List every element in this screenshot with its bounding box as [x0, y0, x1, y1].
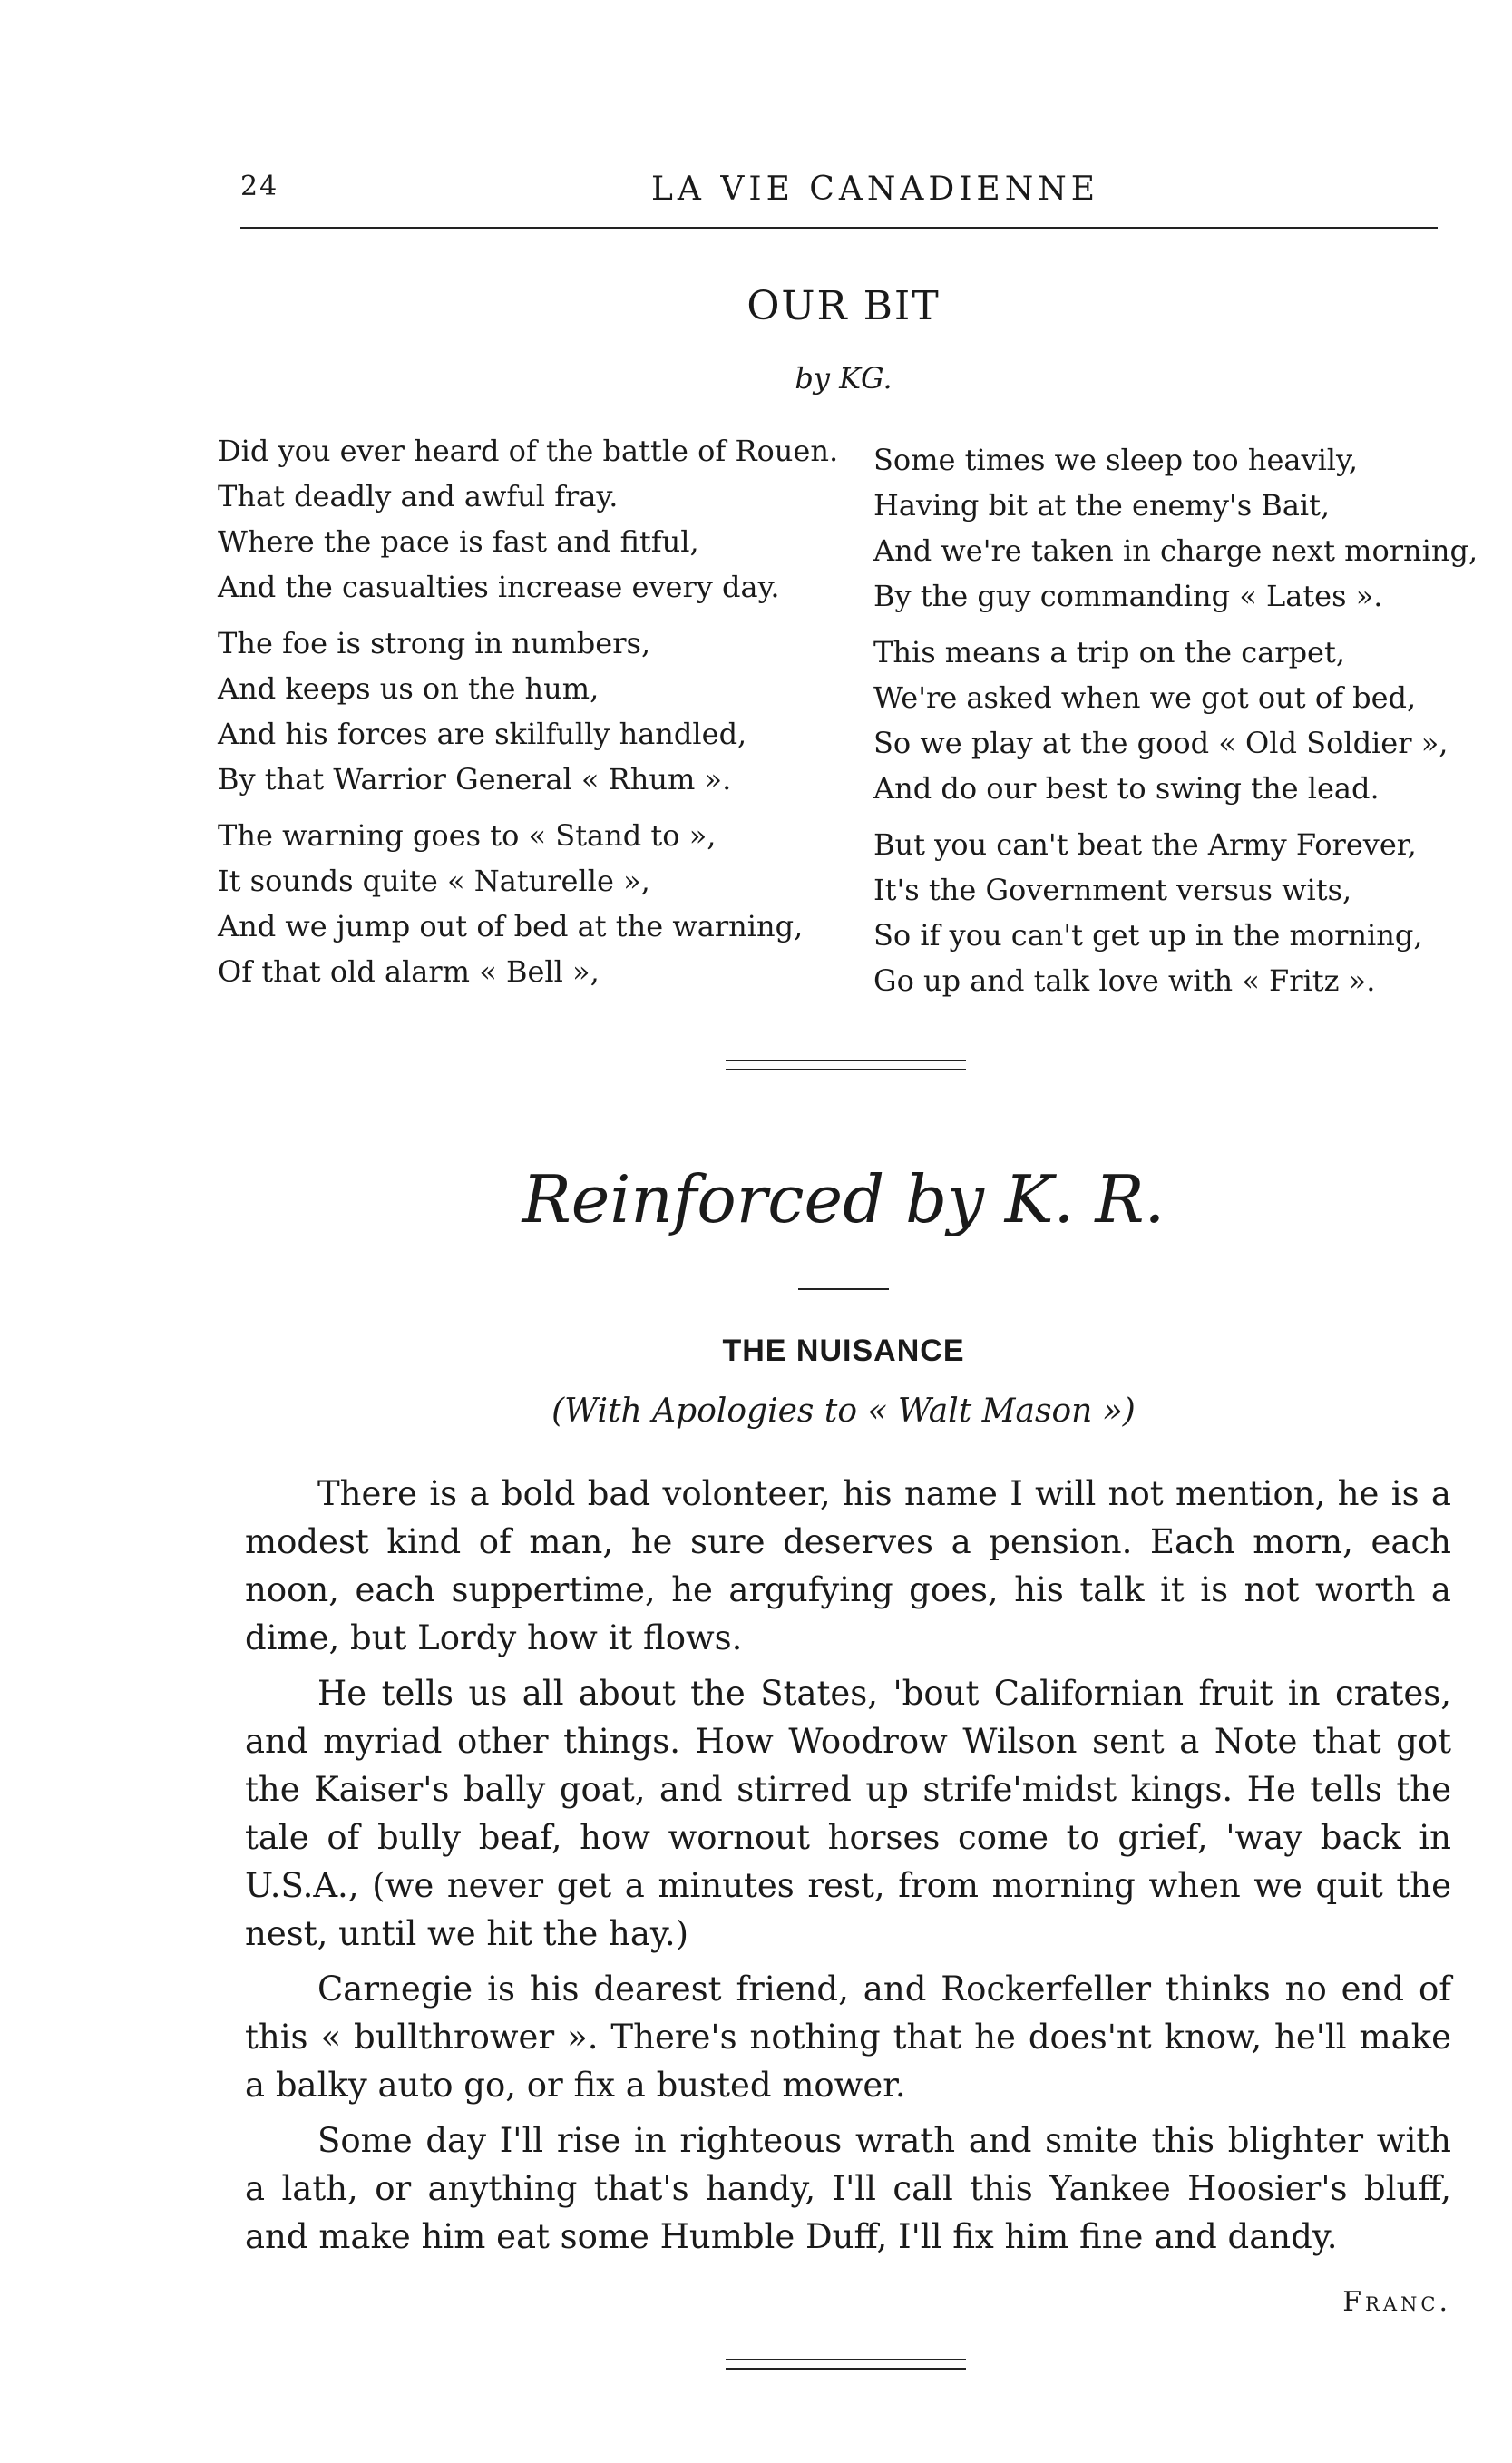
stanza — [873, 630, 1508, 811]
section-divider — [726, 1060, 966, 1070]
article-body — [245, 1470, 1451, 2268]
poem-title: OUR BIT — [746, 283, 941, 329]
paragraph: Some day I'll rise in righteous wrath and smite this blighter with a lath, or anything that's handy, I'll call this Yankee Hoosier's bluff, and make him eat some Humble Duff, I'll fix him fine and dandy. — [245, 2121, 1451, 2256]
section-title: Reinforced by K. R. — [522, 1161, 1166, 1237]
title-divider — [798, 1288, 889, 1290]
stanza — [218, 813, 853, 994]
page-header — [240, 161, 1456, 207]
stanza — [218, 428, 853, 610]
poem-line: Some times we sleep too heavily, — [873, 443, 1359, 477]
poem-line: And we're taken in charge next morning, — [873, 533, 1478, 568]
poem-line: Did you ever heard of the battle of Rouen. — [218, 434, 839, 468]
stanza — [873, 437, 1508, 619]
stanza — [873, 822, 1508, 1003]
poem-line: This means a trip on the carpet, — [873, 635, 1346, 670]
paragraph: Carnegie is his dearest friend, and Rockerfeller thinks no end of this « bullthrower ». There's nothing that he does'nt know, he'll make a balky auto go, or fix a busted mower. — [245, 1969, 1451, 2105]
poem-line: And keeps us on the hum, — [218, 671, 600, 706]
poem-line: Where the pace is fast and fitful, — [218, 524, 699, 559]
poem-left-column — [218, 428, 853, 1005]
poem-line: So if you can't get up in the morning, — [873, 918, 1423, 953]
poem-line: And the casualties increase every day. — [218, 570, 780, 604]
article-title: THE NUISANCE — [722, 1334, 965, 1368]
poem-right-column — [873, 437, 1508, 1014]
poem-line: By that Warrior General « Rhum ». — [218, 762, 732, 797]
poem-line: And his forces are skilfully handled, — [218, 717, 747, 751]
poem-line: By the guy commanding « Lates ». — [873, 579, 1383, 613]
article-subtitle: (With Apologies to « Walt Mason ») — [551, 1393, 1136, 1430]
poem-line: And we jump out of bed at the warning, — [218, 909, 804, 943]
poem-byline: by KG. — [795, 361, 893, 396]
poem-line: The warning goes to « Stand to », — [218, 818, 717, 853]
page-number: 24 — [240, 171, 279, 202]
poem-line: It's the Government versus wits, — [873, 873, 1352, 907]
stanza — [218, 621, 853, 802]
poem-line: It sounds quite « Naturelle », — [218, 864, 650, 898]
poem-line: But you can't beat the Army Forever, — [873, 827, 1417, 862]
poem-line: The foe is strong in numbers, — [218, 626, 651, 660]
poem-line: Having bit at the enemy's Bait, — [873, 488, 1331, 523]
poem-line: Of that old alarm « Bell », — [218, 954, 600, 989]
poem-line: And do our best to swing the lead. — [873, 771, 1380, 806]
poem-line: We're asked when we got out of bed, — [873, 680, 1417, 715]
paragraph: He tells us all about the States, 'bout Californian fruit in crates, and myriad other things. How Woodrow Wilson sent a Note that got the Kaiser's bally goat, and stirred up strife'midst kings. He tells the tale of bully beaf, how wornout horses come to grief, 'way back in U.S.A., (we never get a minutes rest, from morning when we quit the nest, until we hit the hay.) — [245, 1674, 1451, 1953]
running-title: LA VIE CANADIENNE — [651, 171, 1099, 208]
footer-divider — [726, 2359, 966, 2370]
paragraph: There is a bold bad volonteer, his name I will not mention, he is a modest kind of man, he sure deserves a pension. Each morn, each noon, each suppertime, he argufying goes, his talk it is not worth a dime, but Lordy how it flows. — [245, 1474, 1451, 1657]
article-signature: Franc. — [1342, 2286, 1451, 2318]
poem-line: So we play at the good « Old Soldier », — [873, 726, 1449, 760]
poem-line: Go up and talk love with « Fritz ». — [873, 963, 1376, 998]
poem-line: That deadly and awful fray. — [218, 479, 619, 513]
header-divider — [240, 227, 1438, 229]
